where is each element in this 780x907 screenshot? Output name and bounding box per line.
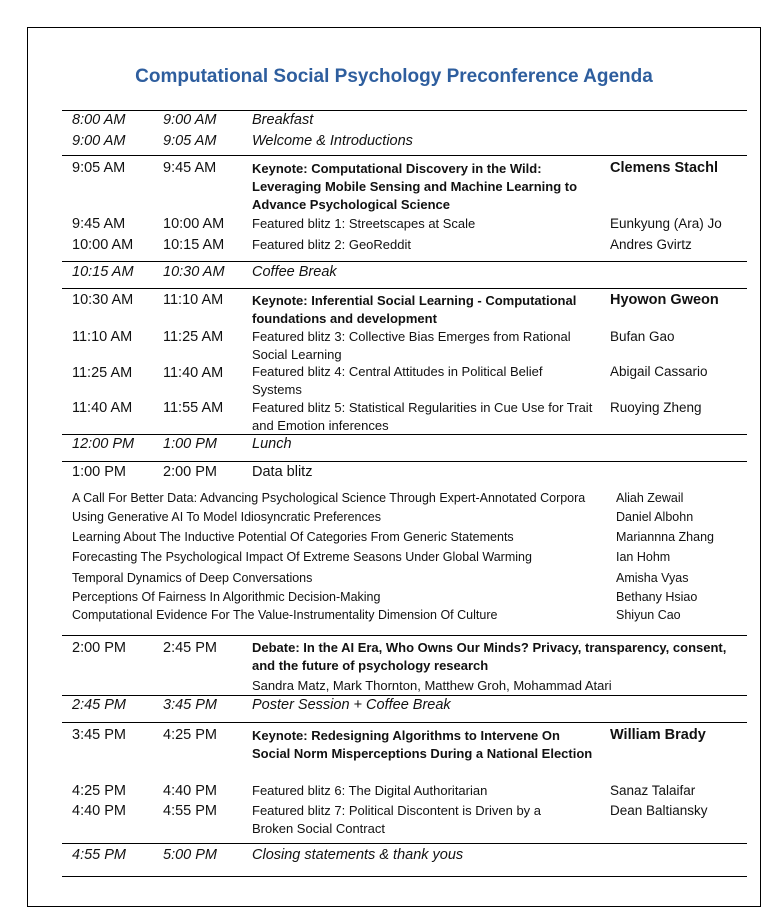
start-time: 2:45 PM: [72, 697, 126, 713]
start-time: 10:15 AM: [72, 264, 134, 280]
data-blitz-title: Computational Evidence For The Value-Instrumentality Dimension Of Culture: [72, 608, 498, 622]
divider: [62, 722, 747, 723]
session-title: Data blitz: [252, 464, 313, 480]
data-blitz-title: Temporal Dynamics of Deep Conversations: [72, 571, 313, 585]
divider: [62, 288, 747, 289]
session-title: Poster Session + Coffee Break: [252, 697, 451, 713]
data-blitz-speaker: Ian Hohm: [616, 550, 671, 564]
session-title: Featured blitz 7: Political Discontent is Driven by a Broken Social Contract: [252, 803, 542, 836]
debate-speakers: Sandra Matz, Mark Thornton, Matthew Groh, Mohammad Atari: [252, 678, 612, 693]
start-time: 9:00 AM: [72, 133, 126, 149]
end-time: 9:00 AM: [163, 112, 217, 128]
speaker: Dean Baltiansky: [610, 803, 708, 818]
session-title: Featured blitz 6: The Digital Authoritarian: [252, 783, 488, 798]
keynote-speaker: Clemens Stachl: [610, 160, 718, 176]
end-time: 11:25 AM: [163, 329, 224, 345]
start-time: 1:00 PM: [72, 464, 126, 480]
end-time: 2:45 PM: [163, 640, 217, 656]
start-time: 9:45 AM: [72, 216, 126, 232]
end-time: 4:55 PM: [163, 803, 217, 819]
keynote-title: Keynote: Computational Discovery in the Wild: Leveraging Mobile Sensing and Machine Learning to Advance Psychological Science: [252, 161, 578, 212]
start-time: 11:10 AM: [72, 329, 133, 345]
session-title: Featured blitz 1: Streetscapes at Scale: [252, 216, 476, 231]
end-time: 5:00 PM: [163, 847, 217, 863]
start-time: 11:25 AM: [72, 365, 133, 381]
data-blitz-title: A Call For Better Data: Advancing Psychological Science Through Expert-Annotated Corpora: [72, 491, 586, 505]
speaker: Andres Gvirtz: [610, 237, 692, 252]
keynote-title: Keynote: Inferential Social Learning - Computational foundations and development: [252, 293, 577, 326]
data-blitz-speaker: Mariannna Zhang: [616, 530, 714, 544]
divider: [62, 261, 747, 262]
speaker: Sanaz Talaifar: [610, 783, 696, 798]
end-time: 1:00 PM: [163, 436, 217, 452]
session-title: Welcome & Introductions: [252, 133, 413, 149]
session-title: Coffee Break: [252, 264, 337, 280]
data-blitz-title: Learning About The Inductive Potential Of Categories From Generic Statements: [72, 530, 514, 544]
agenda-page: [27, 27, 761, 907]
data-blitz-speaker: Amisha Vyas: [616, 571, 689, 585]
end-time: 3:45 PM: [163, 697, 217, 713]
data-blitz-title: Forecasting The Psychological Impact Of Extreme Seasons Under Global Warming: [72, 550, 532, 564]
page-title: Computational Social Psychology Preconference Agenda: [135, 66, 653, 87]
divider: [62, 461, 747, 462]
divider: [62, 110, 747, 111]
session-title: Lunch: [252, 436, 292, 452]
keynote-speaker: Hyowon Gweon: [610, 292, 719, 308]
end-time: 2:00 PM: [163, 464, 217, 480]
session-title: Breakfast: [252, 112, 314, 128]
end-time: 10:00 AM: [163, 216, 225, 232]
start-time: 8:00 AM: [72, 112, 126, 128]
start-time: 10:30 AM: [72, 292, 134, 308]
divider: [62, 155, 747, 156]
end-time: 4:25 PM: [163, 727, 217, 743]
speaker: Ruoying Zheng: [610, 400, 702, 415]
end-time: 10:15 AM: [163, 237, 225, 253]
data-blitz-speaker: Bethany Hsiao: [616, 590, 698, 604]
end-time: 11:10 AM: [163, 292, 224, 308]
end-time: 11:55 AM: [163, 400, 224, 416]
divider: [62, 876, 747, 877]
start-time: 10:00 AM: [72, 237, 134, 253]
session-title: Featured blitz 2: GeoReddit: [252, 237, 411, 252]
start-time: 9:05 AM: [72, 160, 126, 176]
data-blitz-speaker: Shiyun Cao: [616, 608, 681, 622]
start-time: 11:40 AM: [72, 400, 133, 416]
start-time: 12:00 PM: [72, 436, 135, 452]
divider: [62, 843, 747, 844]
keynote-speaker: William Brady: [610, 727, 706, 743]
end-time: 4:40 PM: [163, 783, 217, 799]
start-time: 3:45 PM: [72, 727, 126, 743]
speaker: Abigail Cassario: [610, 364, 708, 379]
session-title: Featured blitz 4: Central Attitudes in Political Belief Systems: [252, 364, 543, 397]
data-blitz-title: Perceptions Of Fairness In Algorithmic Decision-Making: [72, 590, 381, 604]
speaker: Bufan Gao: [610, 329, 675, 344]
start-time: 4:55 PM: [72, 847, 126, 863]
data-blitz-speaker: Aliah Zewail: [616, 491, 684, 505]
speaker: Eunkyung (Ara) Jo: [610, 216, 722, 231]
divider: [62, 434, 747, 435]
data-blitz-speaker: Daniel Albohn: [616, 510, 694, 524]
debate-title: Debate: In the AI Era, Who Owns Our Minds? Privacy, transparency, consent, and the future of psychology research: [252, 640, 727, 673]
divider: [62, 695, 747, 696]
start-time: 4:25 PM: [72, 783, 126, 799]
session-title: Featured blitz 5: Statistical Regularities in Cue Use for Trait and Emotion inferences: [252, 400, 593, 433]
session-title: Closing statements & thank yous: [252, 847, 464, 863]
start-time: 2:00 PM: [72, 640, 126, 656]
end-time: 9:05 AM: [163, 133, 217, 149]
data-blitz-title: Using Generative AI To Model Idiosyncratic Preferences: [72, 510, 381, 524]
end-time: 9:45 AM: [163, 160, 217, 176]
keynote-title: Keynote: Redesigning Algorithms to Intervene On Social Norm Misperceptions During a National Election: [252, 728, 593, 761]
session-title: Featured blitz 3: Collective Bias Emerges from Rational Social Learning: [252, 329, 571, 362]
divider: [62, 635, 747, 636]
start-time: 4:40 PM: [72, 803, 126, 819]
end-time: 11:40 AM: [163, 365, 224, 381]
end-time: 10:30 AM: [163, 264, 225, 280]
